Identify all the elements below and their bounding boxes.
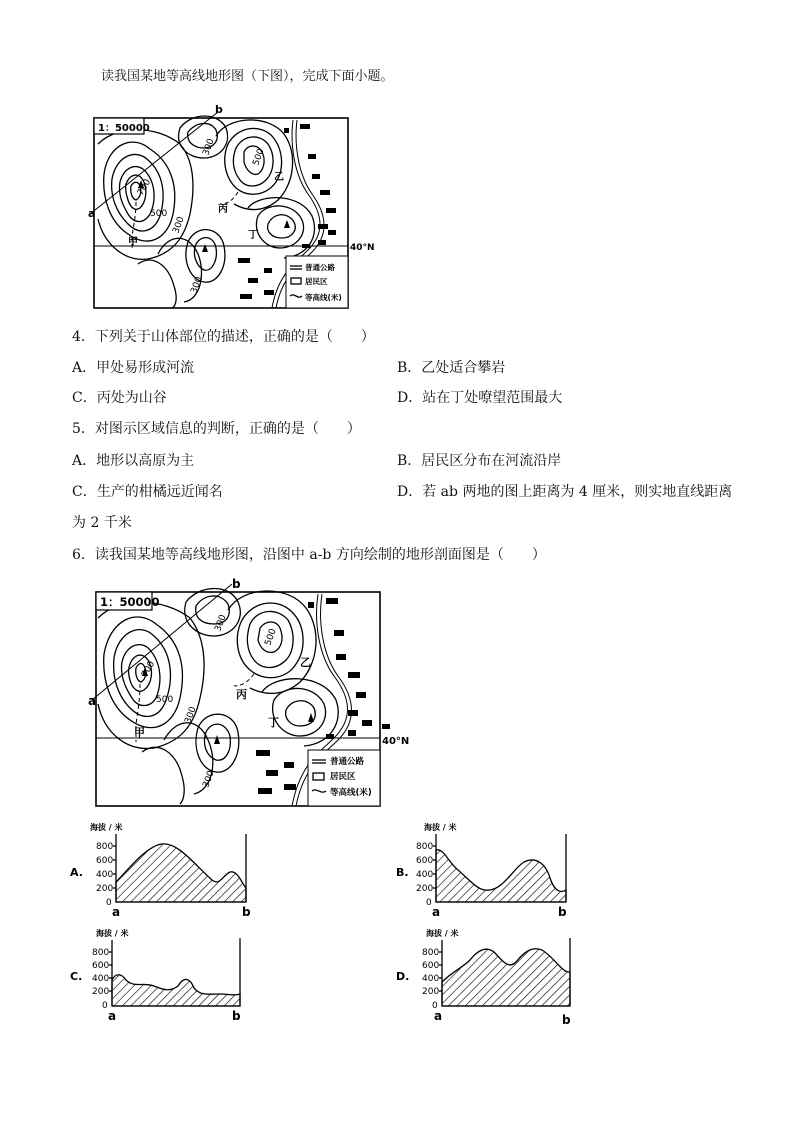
svg-text:b: b xyxy=(242,905,251,919)
svg-text:0: 0 xyxy=(106,898,112,908)
svg-text:800: 800 xyxy=(422,948,440,958)
contour-label: 300 xyxy=(201,137,217,158)
contour-label: 700 xyxy=(139,659,158,680)
q5-option-a[interactable]: A．地形以高原为主 xyxy=(72,453,195,469)
profile-ylabel: 海拔 / 米 xyxy=(90,823,123,832)
contour-label: 300 xyxy=(171,215,187,236)
svg-text:a: a xyxy=(432,905,441,919)
svg-text:b: b xyxy=(558,905,567,919)
point-b-label: b xyxy=(215,104,223,116)
svg-text:0: 0 xyxy=(432,1001,438,1011)
contour-label: 300 xyxy=(183,705,199,726)
svg-text:400: 400 xyxy=(416,870,434,880)
ding-label: 丁 xyxy=(268,716,279,729)
svg-text:800: 800 xyxy=(96,842,114,852)
contour-label: 300 xyxy=(189,275,205,296)
q4-stem: 4．下列关于山体部位的描述，正确的是（ ） xyxy=(72,329,375,345)
q5-option-d-continuation: 为 2 千米 xyxy=(72,515,132,531)
q4-option-d[interactable]: D．站在丁处嘹望范围最大 xyxy=(397,390,563,406)
jia-label: 甲 xyxy=(134,726,145,739)
svg-text:600: 600 xyxy=(92,961,110,971)
svg-text:a: a xyxy=(434,1009,443,1023)
intro-text: 读我国某地等高线地形图（下图），完成下面小题。 xyxy=(101,69,394,84)
point-b-label: b xyxy=(232,577,241,591)
bing-label: 丙 xyxy=(218,204,228,215)
contour-label: 500 xyxy=(150,209,168,219)
svg-text:600: 600 xyxy=(422,961,440,971)
svg-text:b: b xyxy=(562,1013,571,1024)
legend-contour: 等高线(米) xyxy=(330,788,372,798)
q6-stem: 6．读我国某地等高线地形图，沿图中 a-b 方向绘制的地形剖面图是（ ） xyxy=(72,547,546,563)
svg-text:400: 400 xyxy=(422,974,440,984)
profile-ylabel: 海拔 / 米 xyxy=(424,823,457,832)
svg-text:b: b xyxy=(232,1009,241,1023)
profile-ylabel: 海拔 / 米 xyxy=(426,929,459,938)
svg-text:200: 200 xyxy=(92,987,110,997)
jia-label: 甲 xyxy=(128,237,138,248)
profile-option-a[interactable] xyxy=(70,818,260,920)
point-a-label: a xyxy=(88,694,97,708)
profile-option-b[interactable] xyxy=(396,818,586,920)
point-a-label: a xyxy=(88,207,96,220)
scale-label: 1：50000 xyxy=(98,123,150,134)
svg-text:400: 400 xyxy=(92,974,110,984)
q5-stem: 5．对图示区域信息的判断，正确的是（ ） xyxy=(72,421,361,437)
svg-text:400: 400 xyxy=(96,870,114,880)
option-letter: D. xyxy=(396,970,410,983)
profile-option-d[interactable] xyxy=(396,922,586,1024)
svg-text:200: 200 xyxy=(416,884,434,894)
q5-option-c[interactable]: C．生产的柑橘远近闻名 xyxy=(72,484,223,500)
legend-settlement: 居民区 xyxy=(305,277,328,286)
legend-road: 普通公路 xyxy=(330,757,365,767)
contour-label: 500 xyxy=(251,147,267,168)
option-letter: B. xyxy=(396,866,409,879)
contour-map-1 xyxy=(88,104,380,314)
contour-label: 300 xyxy=(213,613,229,634)
svg-text:600: 600 xyxy=(416,856,434,866)
svg-text:600: 600 xyxy=(96,856,114,866)
contour-label: 500 xyxy=(263,627,279,648)
option-letter: C. xyxy=(70,970,83,983)
scale-label: 1：50000 xyxy=(100,595,160,609)
q4-option-c[interactable]: C．丙处为山谷 xyxy=(72,390,167,406)
svg-text:200: 200 xyxy=(96,884,114,894)
latitude-label: 40°N xyxy=(382,736,410,747)
profile-option-c[interactable] xyxy=(70,922,260,1024)
svg-text:800: 800 xyxy=(416,842,434,852)
ding-label: 丁 xyxy=(248,230,258,241)
q5-option-b[interactable]: B．居民区分布在河流沿岸 xyxy=(397,453,562,469)
bing-label: 丙 xyxy=(236,688,247,701)
option-letter: A. xyxy=(70,866,83,879)
svg-text:a: a xyxy=(108,1009,117,1023)
svg-text:200: 200 xyxy=(422,987,440,997)
latitude-label: 40°N xyxy=(350,243,375,253)
contour-label: 700 xyxy=(135,177,154,198)
q4-option-b[interactable]: B．乙处适合攀岩 xyxy=(397,360,506,376)
legend-settlement: 居民区 xyxy=(330,772,356,782)
svg-text:0: 0 xyxy=(426,898,432,908)
profile-ylabel: 海拔 / 米 xyxy=(96,929,129,938)
legend-road: 普通公路 xyxy=(305,263,335,272)
svg-text:800: 800 xyxy=(92,948,110,958)
legend-contour: 等高线(米) xyxy=(305,293,342,302)
contour-label: 500 xyxy=(156,695,174,705)
contour-label: 300 xyxy=(201,769,217,790)
contour-map-2 xyxy=(86,574,422,810)
svg-text:0: 0 xyxy=(102,1001,108,1011)
yi-label: 乙 xyxy=(300,656,311,669)
yi-label: 乙 xyxy=(274,172,284,183)
svg-text:a: a xyxy=(112,905,121,919)
q5-option-d[interactable]: D．若 ab 两地的图上距离为 4 厘米，则实地直线距离 xyxy=(397,484,733,500)
q4-option-a[interactable]: A．甲处易形成河流 xyxy=(72,360,195,376)
